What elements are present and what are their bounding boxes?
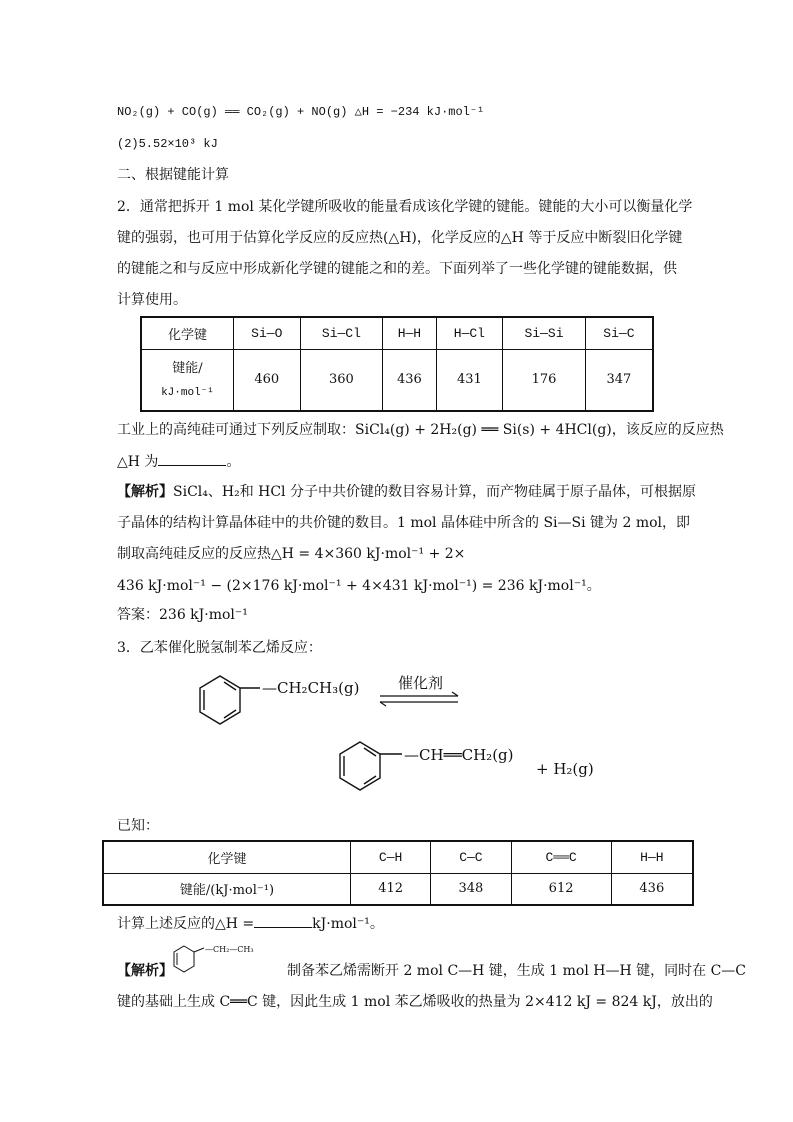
answer-blank[interactable] xyxy=(158,451,226,466)
table-value: 431 xyxy=(436,349,503,411)
q3-title: 3．乙苯催化脱氢制苯乙烯反应： xyxy=(117,640,322,656)
table-bond: Si—Si xyxy=(503,317,586,349)
table-row-label: 键能/(kJ·mol⁻¹) xyxy=(103,873,351,905)
benzene-ring-icon xyxy=(340,742,402,790)
q3-analysis-line-2: 键的基础上生成 C══C 键，因此生成 1 mol 苯乙烯吸收的热量为 2×412 kJ = 824 kJ，放出的 xyxy=(117,994,713,1010)
equilibrium-arrow-icon xyxy=(380,692,458,706)
reactant-label: —CH₂CH₃(g) xyxy=(262,679,360,697)
table-bond: H—Cl xyxy=(436,317,503,349)
table-bond: Si—C xyxy=(585,317,653,349)
answer-2: (2)5.52×10³ kJ xyxy=(117,137,218,151)
ethylbenzene-structure xyxy=(170,942,280,982)
q2-line-3: 的键能之和与反应中形成新化学键的键能之和的差。下面列举了一些化学键的键能数据，供 xyxy=(117,261,677,277)
q3-question xyxy=(117,913,384,934)
table-bond: C—H xyxy=(351,841,431,873)
table-value: 436 xyxy=(383,349,436,411)
q3-analysis-text-1: 制备苯乙烯需断开 2 mol C—H 键，生成 1 mol H—H 键，同时在 C—C xyxy=(287,963,746,979)
q2-line-1: 2．通常把拆开 1 mol 某化学键所吸收的能量看成该化学键的键能。键能的大小可以衡量化学 xyxy=(117,199,693,215)
q2-question-line-1: 工业上的高纯硅可通过下列反应制取：SiCl₄(g) + 2H₂(g) ══ Si(s) + 4HCl(g)，该反应的反应热 xyxy=(117,422,724,438)
analysis-text: SiCl₄、H₂和 HCl 分子中共价键的数目容易计算，而产物硅属于原子晶体，可根据原 xyxy=(173,484,696,500)
row-label-line-1: 键能/ xyxy=(172,360,203,376)
q3-question-pre: 计算上述反应的△H = xyxy=(117,916,255,932)
mini-label: —CH₂—CH₃ xyxy=(205,945,254,954)
table-row-label xyxy=(141,349,234,411)
q2-analysis-line-2: 子晶体的结构计算晶体硅中的共价键的数目。1 mol 晶体硅中所含的 Si—Si 键为 2 mol，即 xyxy=(117,515,691,531)
row-label-line-2: kJ·mol⁻¹ xyxy=(161,386,214,399)
q3-question-post: kJ·mol⁻¹。 xyxy=(312,916,384,932)
product-label: —CH══CH₂(g) xyxy=(404,746,514,764)
byproduct-label: + H₂(g) xyxy=(536,760,594,778)
benzene-ring-icon xyxy=(174,946,204,972)
analysis-tag: 【解析】 xyxy=(117,963,173,979)
q2-line-2: 键的强弱，也可用于估算化学反应的反应热(△H)，化学反应的△H 等于反应中断裂旧化学键 xyxy=(117,230,683,246)
table-value: 436 xyxy=(611,873,693,905)
table-value: 360 xyxy=(300,349,383,411)
reaction-scheme xyxy=(180,672,620,800)
analysis-tag: 【解析】 xyxy=(117,484,173,500)
q2-answer: 答案：236 kJ·mol⁻¹ xyxy=(117,607,248,623)
table-bond: Si—O xyxy=(234,317,301,349)
q2-analysis-line-4: 436 kJ·mol⁻¹ − (2×176 kJ·mol⁻¹ + 4×431 kJ·mol⁻¹) = 236 kJ·mol⁻¹。 xyxy=(117,578,601,594)
table-header-label: 化学键 xyxy=(103,841,351,873)
table-value: 348 xyxy=(431,873,511,905)
answer-blank[interactable] xyxy=(254,913,312,928)
table-value: 460 xyxy=(234,349,301,411)
q2-line-4: 计算使用。 xyxy=(117,292,187,308)
table-bond: C—C xyxy=(431,841,511,873)
q2-analysis-line-3: 制取高纯硅反应的反应热△H = 4×360 kJ·mol⁻¹ + 2× xyxy=(117,546,466,562)
table-bond: H—H xyxy=(611,841,693,873)
q2-question-line-2 xyxy=(117,451,240,472)
table-value: 176 xyxy=(503,349,586,411)
bond-energy-table-1 xyxy=(140,316,654,412)
q2-analysis-line-1 xyxy=(117,482,696,502)
table-value: 612 xyxy=(511,873,611,905)
section-title: 二、根据键能计算 xyxy=(117,167,229,183)
reaction-equation: NO₂(g) + CO(g) ══ CO₂(g) + NO(g) △H = −234 kJ·mol⁻¹ xyxy=(117,105,485,119)
catalyst-label: 催化剂 xyxy=(398,674,444,692)
table-value: 412 xyxy=(351,873,431,905)
q2-question-post: 。 xyxy=(226,454,241,470)
table-bond: H—H xyxy=(383,317,436,349)
q2-question-pre: △H 为 xyxy=(117,454,159,470)
table-bond: C══C xyxy=(511,841,611,873)
bond-energy-table-2 xyxy=(102,840,694,906)
table-bond: Si—Cl xyxy=(300,317,383,349)
table-header-label: 化学键 xyxy=(141,317,234,349)
benzene-ring-icon xyxy=(200,676,260,724)
table-value: 347 xyxy=(585,349,653,411)
known-label: 已知： xyxy=(117,818,159,834)
q3-analysis-line-1 xyxy=(117,961,173,981)
